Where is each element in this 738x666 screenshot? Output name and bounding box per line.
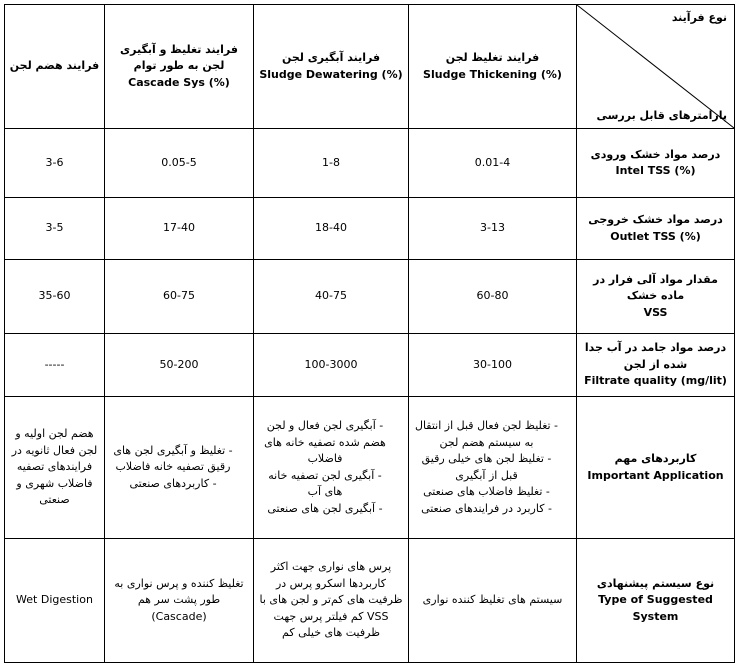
corner-cell bbox=[577, 5, 735, 129]
cell-value: 1-8 bbox=[254, 129, 409, 198]
table-row bbox=[5, 334, 735, 397]
col-header-digestion: فرایند هضم لجن bbox=[5, 5, 105, 129]
header-row bbox=[5, 5, 735, 129]
applications-dewatering bbox=[254, 397, 409, 539]
applications-digestion: هضم لجن اولیه و لجن فعال ثانویه در فرایندهای تصفیه فاضلاب شهری و صنعتی bbox=[5, 397, 105, 539]
cell-value: 50-200 bbox=[105, 334, 254, 397]
cell-value: 40-75 bbox=[254, 260, 409, 334]
cell-value: 0.05-5 bbox=[105, 129, 254, 198]
table-row bbox=[5, 260, 735, 334]
cell-value: 18-40 bbox=[254, 198, 409, 260]
col-header-dewatering: فرایند آبگیری لجن Sludge Dewatering (%) bbox=[254, 5, 409, 129]
cell-value: 60-75 bbox=[105, 260, 254, 334]
cell-value: 3-5 bbox=[5, 198, 105, 260]
table-row bbox=[5, 198, 735, 260]
process-type-label: نوع فرآیند bbox=[671, 11, 727, 24]
list-item: - آبگیری لجن فعال و لجن هضم شده تصفیه خانه های فاضلاب bbox=[258, 418, 392, 468]
sludge-process-table bbox=[4, 4, 735, 663]
applications-row bbox=[5, 397, 735, 539]
cell-value: 0.01-4 bbox=[409, 129, 577, 198]
list-item: - تغلیظ لجن فعال قبل از انتقال به سیستم هضم لجن bbox=[413, 418, 560, 451]
suggested-system-row bbox=[5, 539, 735, 663]
list-item: - تغلیظ فاضلاب های صنعتی bbox=[413, 484, 560, 501]
cell-value: 17-40 bbox=[105, 198, 254, 260]
table-row bbox=[5, 129, 735, 198]
cell-value: 3-13 bbox=[409, 198, 577, 260]
list-item: - کاربردهای صنعتی bbox=[109, 476, 237, 493]
col-header-cascade: فرایند تغلیظ و آبگیری لجن به طور توام Cascade Sys (%) bbox=[105, 5, 254, 129]
list-item: - آبگیری لجن های صنعتی bbox=[258, 501, 392, 518]
cell-value: 30-100 bbox=[409, 334, 577, 397]
row-header-filtrate: درصد مواد جامد در آب جدا شده از لجن Filtrate quality (mg/lit) bbox=[577, 334, 735, 397]
col-header-thickening: فرایند تغلیظ لجن Sludge Thickening (%) bbox=[409, 5, 577, 129]
suggested-dewatering: پرس های نواری جهت اکثر کاربردها اسکرو پرس در ظرفیت های کم‌تر و لجن های با VSS کم فیلتر پرس جهت ظرفیت های خیلی کم bbox=[254, 539, 409, 663]
suggested-thickening: سیستم های تغلیظ کننده نواری bbox=[409, 539, 577, 663]
suggested-digestion: Wet Digestion bbox=[5, 539, 105, 663]
row-header-outlet-tss: درصد مواد خشک خروجی Outlet TSS (%) bbox=[577, 198, 735, 260]
cell-value: 35-60 bbox=[5, 260, 105, 334]
parameters-label: پارامترهای قابل بررسی bbox=[596, 108, 727, 122]
cell-value: 100-3000 bbox=[254, 334, 409, 397]
list-item: - آبگیری لجن تصفیه خانه های آب bbox=[258, 468, 392, 501]
cell-value: ----- bbox=[5, 334, 105, 397]
cell-value: 60-80 bbox=[409, 260, 577, 334]
list-item: - کاربرد در فرایندهای صنعتی bbox=[413, 501, 560, 518]
applications-thickening bbox=[409, 397, 577, 539]
applications-cascade bbox=[105, 397, 254, 539]
list-item: - تغلیظ لجن های خیلی رقیق قبل از آبگیری bbox=[413, 451, 560, 484]
list-item: - تغلیظ و آبگیری لجن های رقیق تصفیه خانه فاضلاب bbox=[109, 443, 237, 476]
suggested-cascade: تغلیظ کننده و پرس نواری به طور پشت سر هم (Cascade) bbox=[105, 539, 254, 663]
cell-value: 3-6 bbox=[5, 129, 105, 198]
row-header-applications: کاربردهای مهم Important Application bbox=[577, 397, 735, 539]
row-header-suggested-system: نوع سیستم پیشنهادی Type of Suggested System bbox=[577, 539, 735, 663]
row-header-vss: مقدار مواد آلی فرار در ماده خشک VSS bbox=[577, 260, 735, 334]
row-header-inlet-tss: درصد مواد خشک ورودی Intel TSS (%) bbox=[577, 129, 735, 198]
